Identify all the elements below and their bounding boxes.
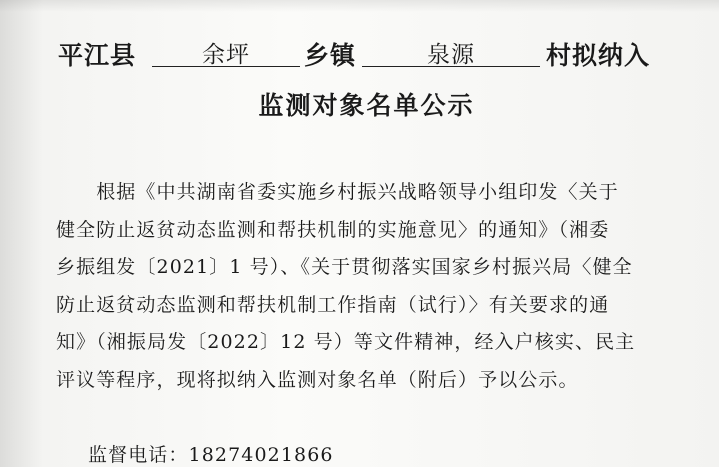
title-township-blank: 余坪 — [152, 36, 300, 67]
body-line: 知》（湘振局发〔2022〕12 号）等文件精神，经入户核实、民主 — [56, 331, 636, 353]
title-village-blank: 泉源 — [362, 36, 540, 67]
page-edge-shadow — [0, 0, 719, 12]
body-line: 防止返贫动态监测和帮扶机制工作指南（试行）〉有关要求的通 — [56, 293, 610, 316]
title-line-2: 监测对象名单公示 — [258, 91, 475, 120]
supervision-phone — [88, 440, 334, 467]
supervision-phone-label: 监督电话： — [88, 444, 189, 466]
body-line: 乡振组发〔2021〕1 号）、《关于贯彻落实国家乡村振兴局〈健全 — [56, 256, 633, 278]
body-line: 根据《中共湖南省委实施乡村振兴战略领导小组印发〈关于 — [56, 181, 619, 203]
body-line: 评议等程序，现将拟纳入监测对象名单（附后）予以公示。 — [56, 368, 579, 391]
title-line-1 — [58, 36, 698, 72]
title-county: 平江县 — [58, 41, 137, 70]
title-village-suffix: 村拟纳入 — [546, 41, 651, 70]
supervision-phone-number: 18274021866 — [188, 444, 334, 466]
title-township-suffix: 乡镇 — [304, 41, 357, 70]
body-line: 健全防止返贫动态监测和帮扶机制的实施意见〉的通知》（湘委 — [56, 218, 610, 241]
body-paragraph — [56, 174, 696, 399]
